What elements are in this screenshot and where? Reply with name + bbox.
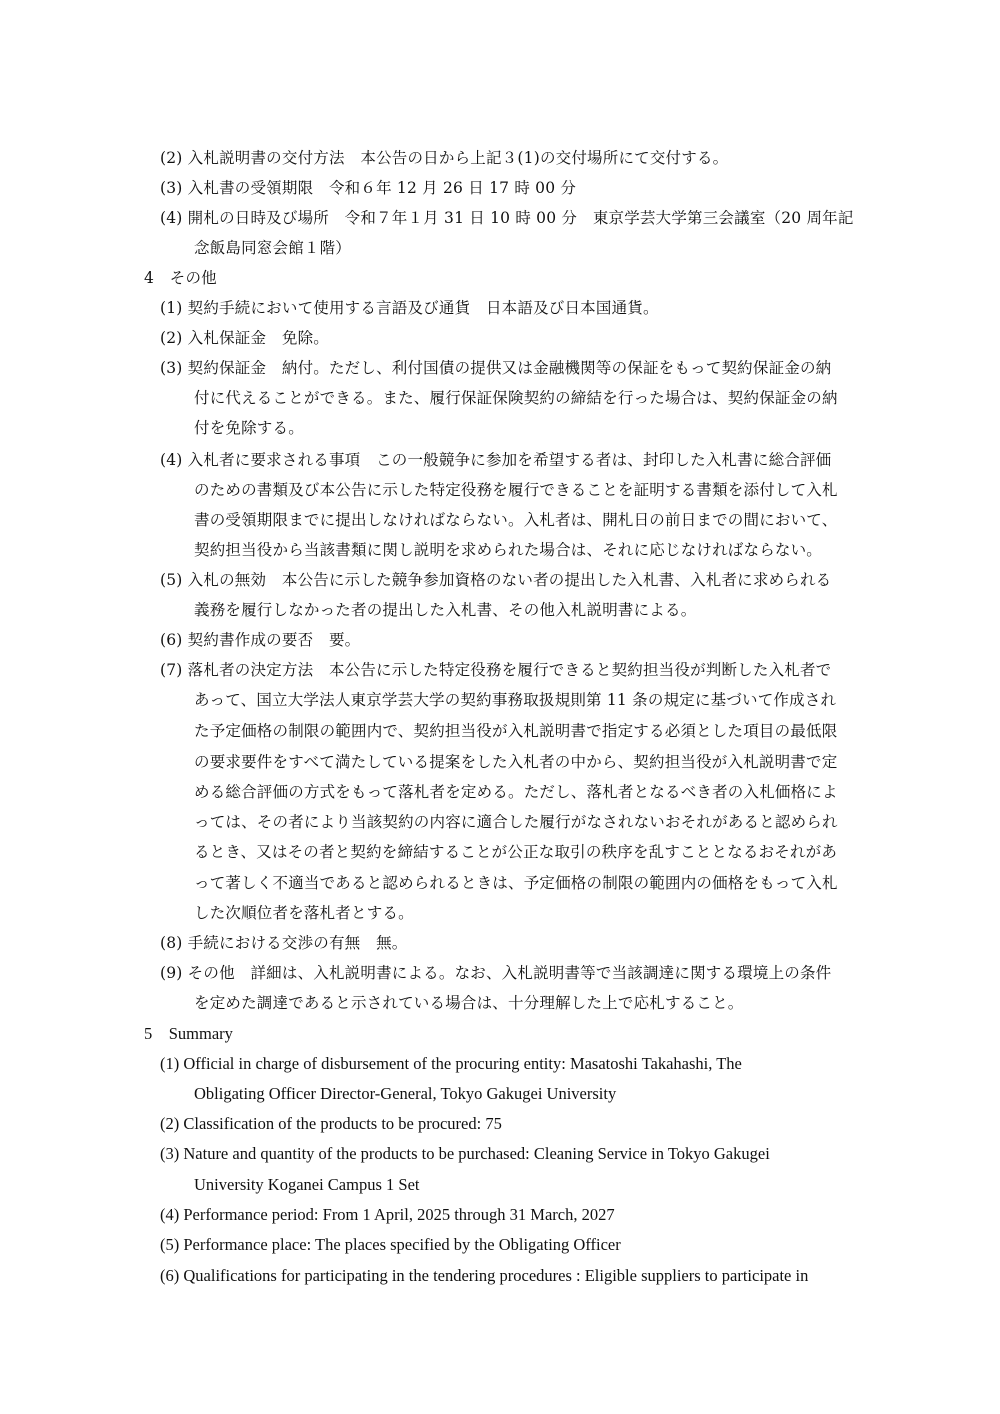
sec3-item-2: (2) 入札説明書の交付方法 本公告の日から上記３(1)の交付場所にて交付する。 <box>160 149 729 167</box>
sec4-item-6: (6) 契約書作成の要否 要。 <box>160 631 361 649</box>
sec5-item-1-line-1: (1) Official in charge of disbursement of the procuring entity: Masatoshi Takahashi, The <box>160 1054 742 1073</box>
sec5-heading: 5 Summary <box>144 1024 233 1043</box>
sec4-heading: 4 その他 <box>144 269 217 287</box>
sec4-item-8: (8) 手続における交渉の有無 無。 <box>160 934 408 952</box>
sec4-item-7-line-6: っては、その者により当該契約の内容に適合した履行がなされないおそれがあると認められ <box>194 813 838 831</box>
sec4-item-7-line-9: した次順位者を落札者とする。 <box>194 904 414 922</box>
sec5-item-1-line-2: Obligating Officer Director-General, Tokyo Gakugei University <box>194 1084 617 1103</box>
sec3-item-4-line-2: 念飯島同窓会館１階） <box>194 239 352 257</box>
sec4-item-7-line-8: って著しく不適当であると認められるときは、予定価格の制限の範囲内の価格をもって入札 <box>194 874 838 892</box>
sec4-item-4-line-4: 契約担当役から当該書類に関し説明を求められた場合は、それに応じなければならない。 <box>194 541 823 559</box>
sec4-item-3-line-3: 付を免除する。 <box>194 419 304 437</box>
sec4-item-2: (2) 入札保証金 免除。 <box>160 329 329 347</box>
sec4-item-4-line-2: のための書類及び本公告に示した特定役務を履行できることを証明する書類を添付して入札 <box>194 481 838 499</box>
sec4-item-7-line-1: (7) 落札者の決定方法 本公告に示した特定役務を履行できると契約担当役が判断した入札者で <box>160 661 832 679</box>
sec4-item-9-line-2: を定めた調達であると示されている場合は、十分理解した上で応札すること。 <box>194 994 744 1012</box>
sec5-item-3-line-2: University Koganei Campus 1 Set <box>194 1175 420 1194</box>
sec4-item-7-line-2: あって、国立大学法人東京学芸大学の契約事務取扱規則第 11 条の規定に基づいて作成され <box>194 691 837 709</box>
sec5-item-6: (6) Qualifications for participating in the tendering procedures : Eligible suppliers to participate in <box>160 1266 809 1285</box>
sec5-item-4: (4) Performance period: From 1 April, 2025 through 31 March, 2027 <box>160 1205 615 1224</box>
sec4-item-5-line-2: 義務を履行しなかった者の提出した入札書、その他入札説明書による。 <box>194 601 697 619</box>
sec4-item-4-line-3: 書の受領期限までに提出しなければならない。入札者は、開札日の前日までの間において、 <box>194 511 838 529</box>
sec4-item-3-line-1: (3) 契約保証金 納付。ただし、利付国債の提供又は金融機関等の保証をもって契約保証金の納 <box>160 359 832 377</box>
sec4-item-7-line-7: るとき、又はその者と契約を締結することが公正な取引の秩序を乱すこととなるおそれがあ <box>194 843 838 861</box>
sec5-item-3-line-1: (3) Nature and quantity of the products to be purchased: Cleaning Service in Tokyo Gakugei <box>160 1144 770 1163</box>
sec4-item-5-line-1: (5) 入札の無効 本公告に示した競争参加資格のない者の提出した入札書、入札者に求められる <box>160 571 832 589</box>
sec4-item-9-line-1: (9) その他 詳細は、入札説明書による。なお、入札説明書等で当該調達に関する環境上の条件 <box>160 964 832 982</box>
sec3-item-3: (3) 入札書の受領期限 令和６年 12 月 26 日 17 時 00 分 <box>160 179 577 197</box>
sec5-item-5: (5) Performance place: The places specified by the Obligating Officer <box>160 1235 621 1254</box>
sec5-item-2: (2) Classification of the products to be procured: 75 <box>160 1114 502 1133</box>
sec4-item-3-line-2: 付に代えることができる。また、履行保証保険契約の締結を行った場合は、契約保証金の納 <box>194 389 838 407</box>
sec4-item-4-line-1: (4) 入札者に要求される事項 この一般競争に参加を希望する者は、封印した入札書に総合評価 <box>160 451 832 469</box>
sec4-item-7-line-5: める総合評価の方式をもって落札者を定める。ただし、落札者となるべき者の入札価格によ <box>194 783 838 801</box>
sec4-item-1: (1) 契約手続において使用する言語及び通貨 日本語及び日本国通貨。 <box>160 299 659 317</box>
sec4-item-7-line-4: の要求要件をすべて満たしている提案をした入札者の中から、契約担当役が入札説明書で定 <box>194 753 838 771</box>
sec4-item-7-line-3: た予定価格の制限の範囲内で、契約担当役が入札説明書で指定する必須とした項目の最低限 <box>194 722 838 740</box>
sec3-item-4-line-1: (4) 開札の日時及び場所 令和７年１月 31 日 10 時 00 分 東京学芸大学第三会議室（20 周年記 <box>160 209 854 227</box>
